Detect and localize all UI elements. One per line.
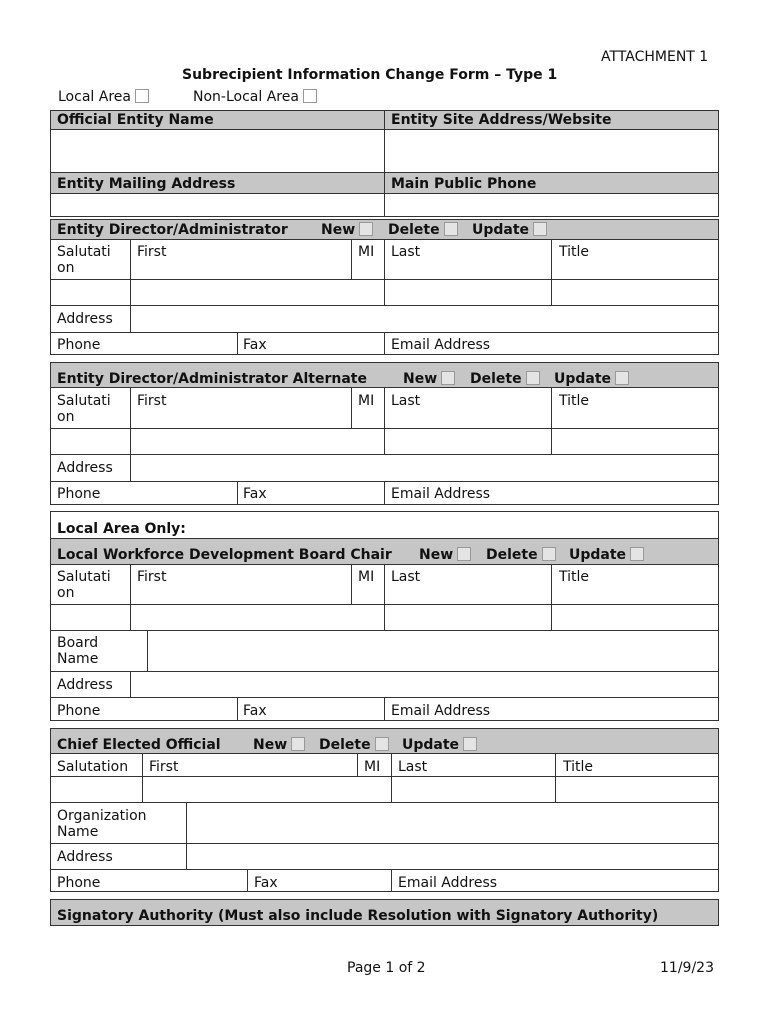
official-entity-name-input[interactable] — [52, 131, 382, 171]
alternate-last-label: Last — [391, 393, 421, 409]
attachment-label: ATTACHMENT 1 — [601, 49, 709, 65]
ceo-phone-label: Phone — [57, 875, 101, 891]
local-area-option — [58, 89, 149, 105]
board-chair-delete-label: Delete — [486, 547, 538, 563]
official-entity-name-label: Official Entity Name — [57, 112, 214, 128]
alternate-update-label: Update — [554, 371, 612, 387]
director-delete-checkbox[interactable] — [444, 222, 458, 236]
main-public-phone-label: Main Public Phone — [391, 176, 537, 192]
entity-site-address-label: Entity Site Address/Website — [391, 112, 612, 128]
organization-name-label: Organization Name — [57, 808, 147, 840]
entity-info-section — [50, 110, 719, 217]
ceo-salutation-label: Salutation — [57, 759, 129, 775]
ceo-heading: Chief Elected Official — [57, 737, 221, 753]
director-delete-option — [388, 222, 458, 238]
alternate-address-label: Address — [57, 460, 113, 476]
footer-date: 11/9/23 — [660, 960, 714, 976]
director-new-checkbox[interactable] — [359, 222, 373, 236]
director-delete-label: Delete — [388, 222, 440, 238]
alternate-delete-checkbox[interactable] — [526, 371, 540, 385]
main-public-phone-input[interactable] — [386, 195, 716, 215]
ceo-first-label: First — [149, 759, 179, 775]
director-update-label: Update — [472, 222, 530, 238]
director-update-option — [472, 222, 547, 238]
ceo-delete-option — [319, 737, 389, 753]
board-chair-title-label: Title — [559, 569, 590, 585]
board-chair-delete-option — [486, 547, 556, 563]
alternate-new-option — [403, 371, 455, 387]
ceo-new-option — [253, 737, 305, 753]
signatory-section — [50, 899, 719, 926]
alternate-fax-label: Fax — [243, 486, 267, 502]
director-last-label: Last — [391, 244, 421, 260]
board-chair-email-label: Email Address — [391, 703, 491, 719]
entity-mailing-address-label: Entity Mailing Address — [57, 176, 236, 192]
board-chair-section — [50, 511, 719, 721]
ceo-email-label: Email Address — [398, 875, 498, 891]
local-area-checkbox[interactable] — [135, 89, 149, 103]
director-update-checkbox[interactable] — [533, 222, 547, 236]
board-chair-fax-label: Fax — [243, 703, 267, 719]
ceo-new-checkbox[interactable] — [291, 737, 305, 751]
board-chair-address-label: Address — [57, 677, 113, 693]
non-local-area-option — [193, 89, 317, 105]
ceo-update-label: Update — [402, 737, 460, 753]
board-chair-salutation-label: Salutati on — [57, 569, 111, 601]
board-chair-last-label: Last — [391, 569, 421, 585]
director-address-label: Address — [57, 311, 113, 327]
signatory-heading: Signatory Authority (Must also include Resolution with Signatory Authority) — [57, 908, 659, 924]
ceo-title-label: Title — [563, 759, 594, 775]
alternate-phone-label: Phone — [57, 486, 101, 502]
non-local-area-label: Non-Local Area — [193, 89, 299, 105]
ceo-mi-label: MI — [364, 759, 381, 775]
director-phone-label: Phone — [57, 337, 101, 353]
board-chair-delete-checkbox[interactable] — [542, 547, 556, 561]
director-new-label: New — [321, 222, 356, 238]
ceo-delete-label: Delete — [319, 737, 371, 753]
board-chair-new-label: New — [419, 547, 454, 563]
alternate-first-label: First — [137, 393, 167, 409]
alternate-new-checkbox[interactable] — [441, 371, 455, 385]
ceo-last-label: Last — [398, 759, 428, 775]
board-chair-update-option — [569, 547, 644, 563]
board-chair-update-label: Update — [569, 547, 627, 563]
director-section — [50, 219, 719, 355]
board-chair-phone-label: Phone — [57, 703, 101, 719]
board-chair-update-checkbox[interactable] — [630, 547, 644, 561]
alternate-heading: Entity Director/Administrator Alternate — [57, 371, 367, 387]
ceo-section — [50, 728, 719, 892]
board-chair-mi-label: MI — [358, 569, 375, 585]
non-local-area-checkbox[interactable] — [303, 89, 317, 103]
entity-site-address-input[interactable] — [386, 131, 716, 171]
alternate-mi-label: MI — [358, 393, 375, 409]
director-mi-label: MI — [358, 244, 375, 260]
alternate-delete-option — [470, 371, 540, 387]
director-email-label: Email Address — [391, 337, 491, 353]
alternate-title-label: Title — [559, 393, 590, 409]
board-name-label: Board Name — [57, 635, 99, 667]
ceo-update-checkbox[interactable] — [463, 737, 477, 751]
board-chair-new-checkbox[interactable] — [457, 547, 471, 561]
ceo-delete-checkbox[interactable] — [375, 737, 389, 751]
board-chair-first-label: First — [137, 569, 167, 585]
director-fax-label: Fax — [243, 337, 267, 353]
entity-mailing-address-input[interactable] — [52, 195, 382, 215]
alternate-salutation-label: Salutati on — [57, 393, 111, 425]
alternate-delete-label: Delete — [470, 371, 522, 387]
ceo-new-label: New — [253, 737, 288, 753]
director-new-option — [321, 222, 373, 238]
local-area-label: Local Area — [58, 89, 131, 105]
alternate-update-option — [554, 371, 629, 387]
director-heading: Entity Director/Administrator — [57, 222, 288, 238]
alternate-email-label: Email Address — [391, 486, 491, 502]
board-chair-heading: Local Workforce Development Board Chair — [57, 547, 392, 563]
page-number: Page 1 of 2 — [347, 960, 426, 976]
alternate-update-checkbox[interactable] — [615, 371, 629, 385]
board-chair-new-option — [419, 547, 471, 563]
ceo-fax-label: Fax — [254, 875, 278, 891]
local-area-only-heading: Local Area Only: — [57, 521, 186, 537]
form-title: Subrecipient Information Change Form – Type 1 — [182, 67, 558, 83]
alternate-new-label: New — [403, 371, 438, 387]
ceo-address-label: Address — [57, 849, 113, 865]
director-salutation-label: Salutati on — [57, 244, 111, 276]
director-first-label: First — [137, 244, 167, 260]
director-title-label: Title — [559, 244, 590, 260]
alternate-section — [50, 362, 719, 505]
ceo-update-option — [402, 737, 477, 753]
